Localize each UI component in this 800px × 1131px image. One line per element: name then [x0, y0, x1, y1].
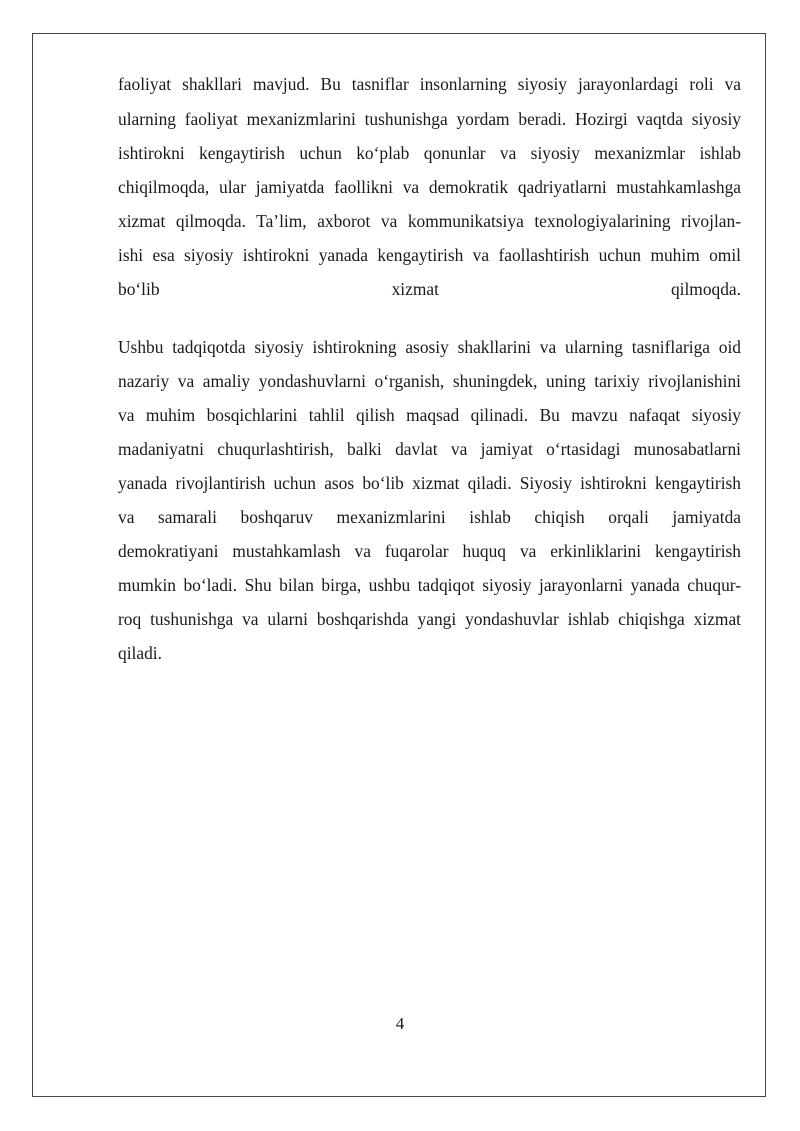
paragraph-1-line-3: ishtirokni kengaytirish uchun ko‘plab qonunlar va siyosiy mexanizmlar ishlab [118, 143, 741, 163]
page-number: 4 [395, 1014, 405, 1033]
paragraph-1-line-1: faoliyat shakllari mavjud. Bu tasniflar insonlarning siyosiy jarayonlardagi roli va [118, 74, 741, 94]
paragraph-2-line-10: qiladi. [118, 643, 162, 663]
paragraph-1-line-7: bo‘lib xizmat qilmoqda. [118, 279, 741, 299]
paragraph-2-line-4: madaniyatni chuqurlashtirish, balki davlat va jamiyat o‘rtasidagi munosabatlarni [118, 439, 741, 459]
paragraph-2-line-6: va samarali boshqaruv mexanizmlarini ishlab chiqish orqali jamiyatda [118, 507, 741, 527]
paragraph-2-line-7: demokratiyani mustahkamlash va fuqarolar huquq va erkinliklarini kengaytirish [118, 541, 741, 561]
paragraph-2-line-5: yanada rivojlantirish uchun asos bo‘lib xizmat qiladi. Siyosiy ishtirokni kengaytirish [118, 473, 741, 493]
paragraph-2-line-8: mumkin bo‘ladi. Shu bilan birga, ushbu tadqiqot siyosiy jarayonlarni yanada chuqur- [118, 575, 741, 595]
paragraph-1-line-2: ularning faoliyat mexanizmlarini tushunishga yordam beradi. Hozirgi vaqtda siyosiy [118, 109, 741, 129]
paragraph-2-line-9: roq tushunishga va ularni boshqarishda yangi yondashuvlar ishlab chiqishga xizmat [118, 609, 741, 629]
paragraph-2-line-1: Ushbu tadqiqotda siyosiy ishtirokning asosiy shakllarini va ularning tasniflariga oid [118, 337, 741, 357]
paragraph-1-line-5: xizmat qilmoqda. Ta’lim, axborot va kommunikatsiya texnologiyalarining rivojlan- [118, 211, 741, 231]
paragraph-1-line-6: ishi esa siyosiy ishtirokni yanada kengaytirish va faollashtirish uchun muhim omil [118, 245, 741, 265]
paragraph-2-line-2: nazariy va amaliy yondashuvlarni o‘rganish, shuningdek, uning tarixiy rivojlanishini [118, 371, 741, 391]
paragraph-1-line-4: chiqilmoqda, ular jamiyatda faollikni va demokratik qadriyatlarni mustahkamlashga [118, 177, 741, 197]
paragraph-2-line-3: va muhim bosqichlarini tahlil qilish maqsad qilinadi. Bu mavzu nafaqat siyosiy [118, 405, 741, 425]
